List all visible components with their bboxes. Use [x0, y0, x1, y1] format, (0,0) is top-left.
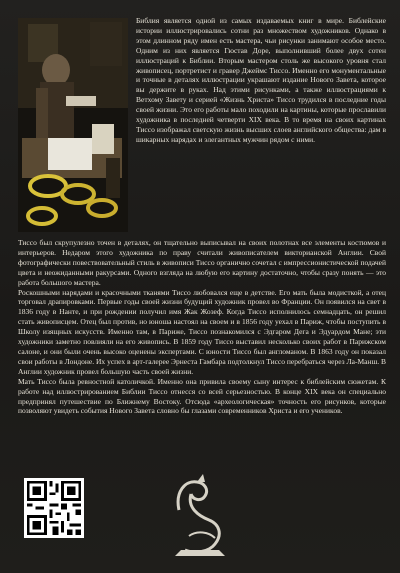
intro-text-block	[136, 16, 386, 145]
paragraph-3: Мать Тиссо была ревностной католичкой. Именно она привила своему сыну интерес к библейским сюжетам. К работе над иллюстрированием Библии Тиссо отнесся со всей серьезностью. В конце XIX века он специально предпринял путешествие по Ближнему Востоку. Отсюда «археологическая» точность его рисунков, которые позволяют увидеть события Нового Завета словно бы глазами современников Христа и его учеников.	[18, 376, 386, 416]
painting-image	[18, 18, 128, 232]
qr-code-icon	[24, 478, 84, 538]
cover-illustration	[18, 18, 128, 232]
intro-paragraph: Библия является одной из самых издаваемых книг в мире. Библейские истории иллюстрировались сотни раз множеством художников. Однако в этом длинном ряду имен есть мастера, чьи рисунки занимают особое место. Одним из них является Гюстав Доре, выполнивший более двух сотен иллюстраций к Библии. Вторым мастером столь же высокого уровня стал живописец, портретист и гравер Джеймс Тиссо. Именно его монументальные и точные в деталях иллюстрации украшают издание Нового Завета, которое вы держите в руках. Над этими рисунками, а также иллюстрациями к Ветхому Завету и серией «Жизнь Христа» Тиссо трудился в последние годы своей жизни. Это его работы мало походили на картины, которые прославили художника в последней четверти XIX века. В то время на своих картинах Тиссо изображал светскую жизнь высших слоев английского общества: дам в шикарных нарядах и элегантных мужчин рядом с ними.	[136, 16, 386, 144]
paragraph-2: Роскошными нарядами и красочными тканями Тиссо любовался еще в детстве. Его мать была модисткой, а отец торговал драпировками. Первые годы своей жизни будущий художник провел во Франции. Он появился на свет в 1836 году в Нанте, и при рождении получил имя Жак Жозеф. Когда Тиссо исполнилось семнадцать, он решил стать живописцем. Отец был против, но юноша настоял на своем и в 1856 году уехал в Париж, чтобы поступить в Школу изящных искусств. Именно там, в Париже, Тиссо познакомился с Эдгаром Дега и Эдуардом Мане; эти художники заметно повлияли на его живопись. В 1859 году Тиссо выставил несколько своих работ в Парижском салоне, и они были очень высоко оценены экспертами. С юности Тиссо был англоманом. В 1863 году он показал свои работы в Лондоне. Их успех в арт-галерее Эрнеста Гамбара подтолкнул Тиссо перебраться через Ла-Манш. В Англии художник провел большую часть своей жизни.	[18, 287, 386, 376]
publisher-logo-icon	[169, 470, 231, 562]
paragraph-1: Тиссо был скрупулезно точен в деталях, он тщательно выписывал на своих полотнах все элементы костюмов и интерьеров. Недаром этого художника по праву считали живописателем викторианской Англии. Свой фотографически повествовательный стиль в живописи Тиссо органично сочетал с импрессионистической подачей цвета и неожиданными ракурсами. Одного взгляда на любую его картину достаточно, чтобы сразу понять — это работа большого мастера.	[18, 238, 386, 287]
main-text-block	[18, 238, 386, 416]
